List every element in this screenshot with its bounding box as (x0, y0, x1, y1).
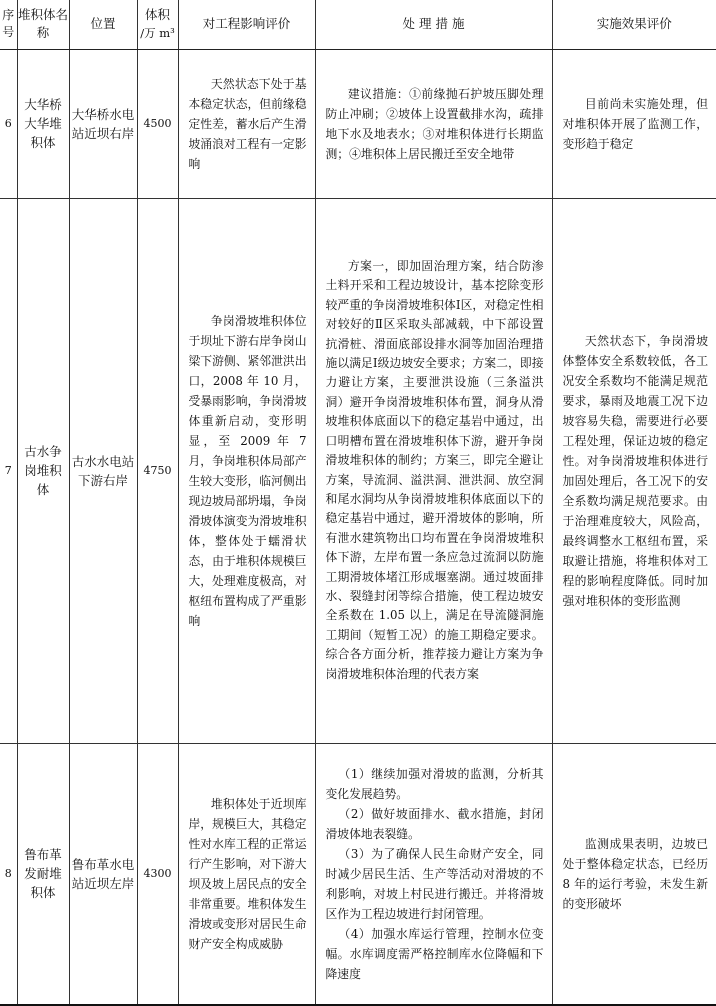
row-name: 鲁布革发耐堆积体 (17, 743, 69, 1005)
header-volume (137, 0, 178, 49)
row-measures (315, 743, 552, 1005)
row-evaluation (552, 49, 716, 198)
measure-item: （3）为了确保人民生命财产安全，同时减少居民生活、生产等活动对滑坡的不利影响，对坡上村民进行搬迁。并将滑坡区作为工程边坡进行封闭管理。 (325, 846, 544, 921)
row-impact-text: 堆积体处于近坝库岸，规模巨大，其稳定性对水库工程的正常运行产生影响，对下游大坝及坡上居民点的安全非常重要。堆积体发生滑坡或变形对居民生命财产安全构成威胁 (188, 796, 307, 951)
row-volume: 4750 (137, 198, 178, 743)
row-volume: 4500 (137, 49, 178, 198)
row-location: 大华桥水电站近坝右岸 (69, 49, 137, 198)
row-location: 鲁布革水电站近坝左岸 (69, 743, 137, 1005)
header-impact: 对工程影响评价 (178, 0, 315, 49)
row-impact (178, 49, 315, 198)
row-impact (178, 198, 315, 743)
row-measures (315, 198, 552, 743)
row-measures (315, 49, 552, 198)
row-seq: 6 (0, 49, 17, 198)
row-impact-text: 争岗滑坡堆积体位于坝址下游右岸争岗山梁下游侧、紧邻泄洪出口，2008 年 10 月，受暴雨影响，争岗滑坡体重新启动，变形明显，至 2009 年 7 月，争岗堆积体局部产生较大变形，临河侧出现边坡局部坍塌，争岗滑坡体演变为滑坡堆积体，整体处于蠕滑状态，由于堆积体规模巨大，处理难度极高，对枢纽布置构成了严重影响 (188, 313, 307, 628)
row-name: 古水争岗堆积体 (17, 198, 69, 743)
table-row (0, 49, 716, 198)
row-seq: 7 (0, 198, 17, 743)
row-volume: 4300 (137, 743, 178, 1005)
row-evaluation-text: 监测成果表明，边坡已处于整体稳定状态，已经历 8 年的运行考验，未发生新的变形破坏 (562, 836, 708, 911)
row-seq: 8 (0, 743, 17, 1005)
row-location: 古水水电站下游右岸 (69, 198, 137, 743)
row-measures-text: 方案一，即加固治理方案，结合防渗土料开采和工程边坡设计，基本挖除变形较严重的争岗滑坡堆积体Ⅰ区，对稳定性相对较好的Ⅱ区采取头部减载，中下部设置抗滑桩、滑面底部设排水洞等加固治理措施以满足Ⅰ级边坡安全要求；方案二，即接力避让方案，主要泄洪设施（三条溢洪洞）避开争岗滑坡堆积体布置，洞身从滑坡堆积体底面以下的稳定基岩中通过，出口明槽布置在滑坡堆积体下游，避开争岗滑坡堆积体的制约；方案三，即完全避让方案，导流洞、溢洪洞、泄洪洞、放空洞和尾水洞均从争岗滑坡堆积体底面以下的稳定基岩中通过，避开滑坡体的影响，所有泄水建筑物出口均布置在争岗滑坡堆积体下游，左岸布置一条应急过流洞以防施工期滑坡体堵江形成堰塞湖。通过坡面排水、裂缝封闭等综合措施，使工程边坡安全系数在 1.05 以上，满足在导流隧洞施工期间（短暂工况）的施工期稳定要求。综合各方面分析，推荐接力避让方案为争岗滑坡堆积体治理的代表方案 (325, 259, 544, 681)
row-evaluation (552, 198, 716, 743)
header-row (0, 0, 716, 49)
header-measures: 处 理 措 施 (315, 0, 552, 49)
header-seq: 序号 (0, 0, 17, 49)
table-row (0, 198, 716, 743)
header-volume-line1: 体积 (144, 7, 170, 23)
header-name: 堆积体名称 (17, 0, 69, 49)
row-evaluation-text: 天然状态下，争岗滑坡体整体安全系数较低，各工况安全系数均不能满足规范要求，暴雨及地震工况下边坡容易失稳，需要进行必要工程处理，保证边坡的稳定性。对争岗滑坡堆积体进行加固处理后，各工况下的安全系数均满足规范要求。由于治理难度较大，风险高，最终调整水工枢纽布置，采取避让措施，将堆积体对工程的影响程度降低。同时加强对堆积体的变形监测 (562, 333, 708, 608)
measure-item: （1）继续加强对滑坡的监测，分析其变化发展趋势。 (325, 766, 544, 801)
header-location: 位置 (69, 0, 137, 49)
table-row (0, 743, 716, 1005)
row-measures-text: 建议措施：①前缘抛石护坡压脚处理防止冲刷；②坡体上设置截排水沟，疏排地下水及地表水；③对堆积体进行长期监测；④堆积体上居民搬迁至安全地带 (325, 86, 544, 161)
header-volume-line2: /万 m³ (140, 26, 175, 41)
row-evaluation (552, 743, 716, 1005)
row-name: 大华桥大华堆积体 (17, 49, 69, 198)
measure-item: （2）做好坡面排水、截水措施，封闭滑坡体地表裂缝。 (325, 806, 544, 841)
measure-item: （4）加强水库运行管理，控制水位变幅。水库调度需严格控制库水位降幅和下降速度 (325, 926, 544, 981)
row-impact (178, 743, 315, 1005)
header-evaluation: 实施效果评价 (552, 0, 716, 49)
row-impact-text: 天然状态下处于基本稳定状态，但前缘稳定性差，蓄水后产生滑坡涌浪对工程有一定影响 (188, 76, 307, 171)
row-evaluation-text: 目前尚未实施处理，但对堆积体开展了监测工作，变形趋于稳定 (562, 96, 708, 151)
